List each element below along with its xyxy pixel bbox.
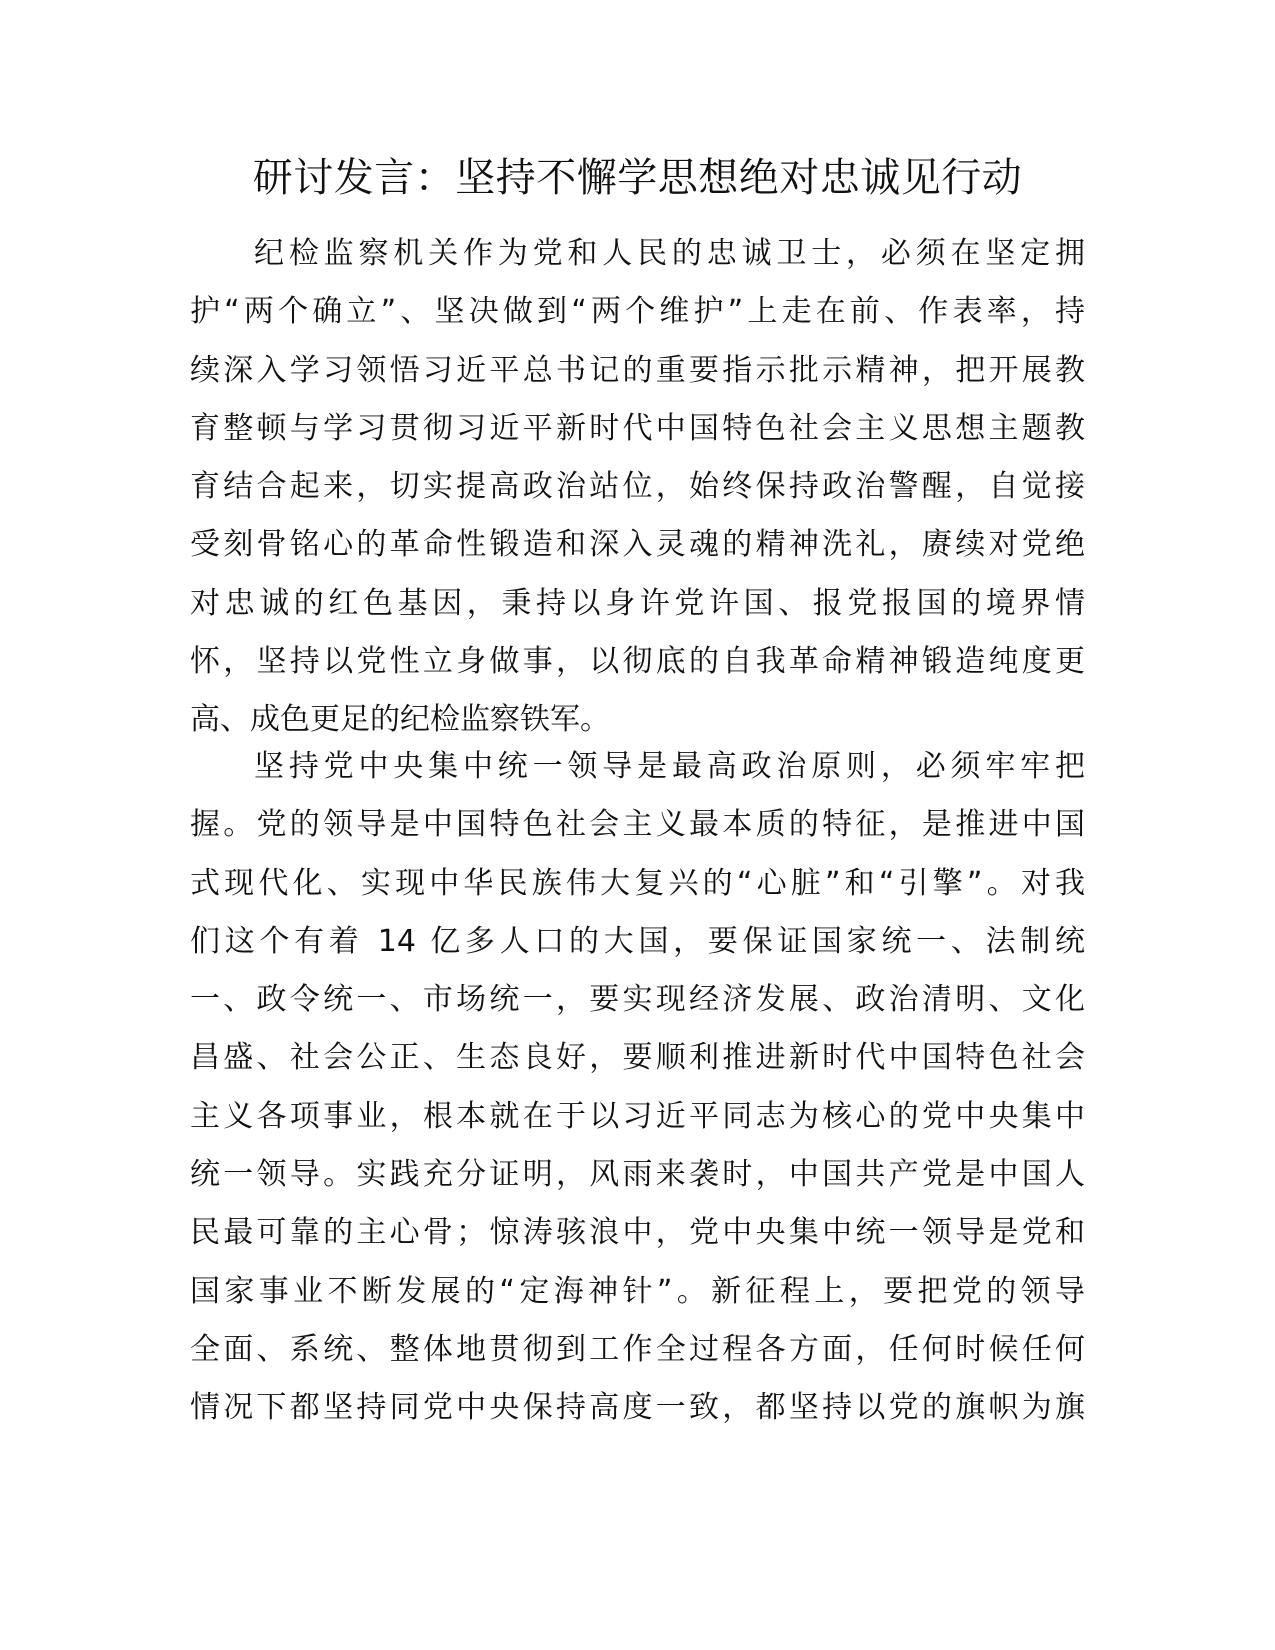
text-line: 式现代化、实现中华民族伟大复兴的“心脏”和“引擎”。对我 [190,865,1085,901]
text-line: 坚持党中央集中统一领导是最高政治原则，必须牢牢把 [254,749,1085,784]
text-line: 全面、系统、整体地贯彻到工作全过程各方面，任何时候任何 [190,1331,1085,1367]
text-line: 护“两个确立”、坚决做到“两个维护”上走在前、作表率，持 [190,294,1085,330]
text-line: 情况下都坚持同党中央保持高度一致，都坚持以党的旗帜为旗 [190,1390,1085,1426]
text-line: 对忠诚的红色基因，秉持以身许党许国、报党报国的境界情 [190,585,1085,621]
document-title: 研讨发言：坚持不懈学思想绝对忠诚见行动 [252,155,1023,201]
text-line: 育整顿与学习贯彻习近平新时代中国特色社会主义思想主题教 [190,410,1085,446]
text-line: 纪检监察机关作为党和人民的忠诚卫士，必须在坚定拥 [254,236,1085,271]
text-line: 昌盛、社会公正、生态良好，要顺利推进新时代中国特色社会 [190,1040,1085,1076]
text-line: 一、政令统一、市场统一，要实现经济发展、政治清明、文化 [190,982,1085,1018]
text-line: 受刻骨铭心的革命性锻造和深入灵魂的精神洗礼，赓续对党绝 [190,527,1085,563]
paragraph-2 [190,738,1085,1438]
text-line: 们这个有着 14 亿多人口的大国，要保证国家统一、法制统 [190,923,1085,959]
text-line: 民最可靠的主心骨；惊涛骇浪中，党中央集中统一领导是党和 [190,1215,1085,1251]
text-line: 高、成色更足的纪检监察铁军。 [190,702,610,738]
text-line: 握。党的领导是中国特色社会主义最本质的特征，是推进中国 [190,807,1085,843]
text-line: 怀，坚持以党性立身做事，以彻底的自我革命精神锻造纯度更 [190,644,1085,680]
text-line: 主义各项事业，根本就在于以习近平同志为核心的党中央集中 [190,1098,1085,1134]
text-line: 统一领导。实践充分证明，风雨来袭时，中国共产党是中国人 [190,1157,1085,1193]
text-line: 育结合起来，切实提高政治站位，始终保持政治警醒，自觉接 [190,469,1085,505]
text-line: 续深入学习领悟习近平总书记的重要指示批示精神，把开展教 [190,352,1085,388]
text-line: 国家事业不断发展的“定海神针”。新征程上，要把党的领导 [190,1273,1085,1309]
paragraph-1 [190,225,1085,750]
